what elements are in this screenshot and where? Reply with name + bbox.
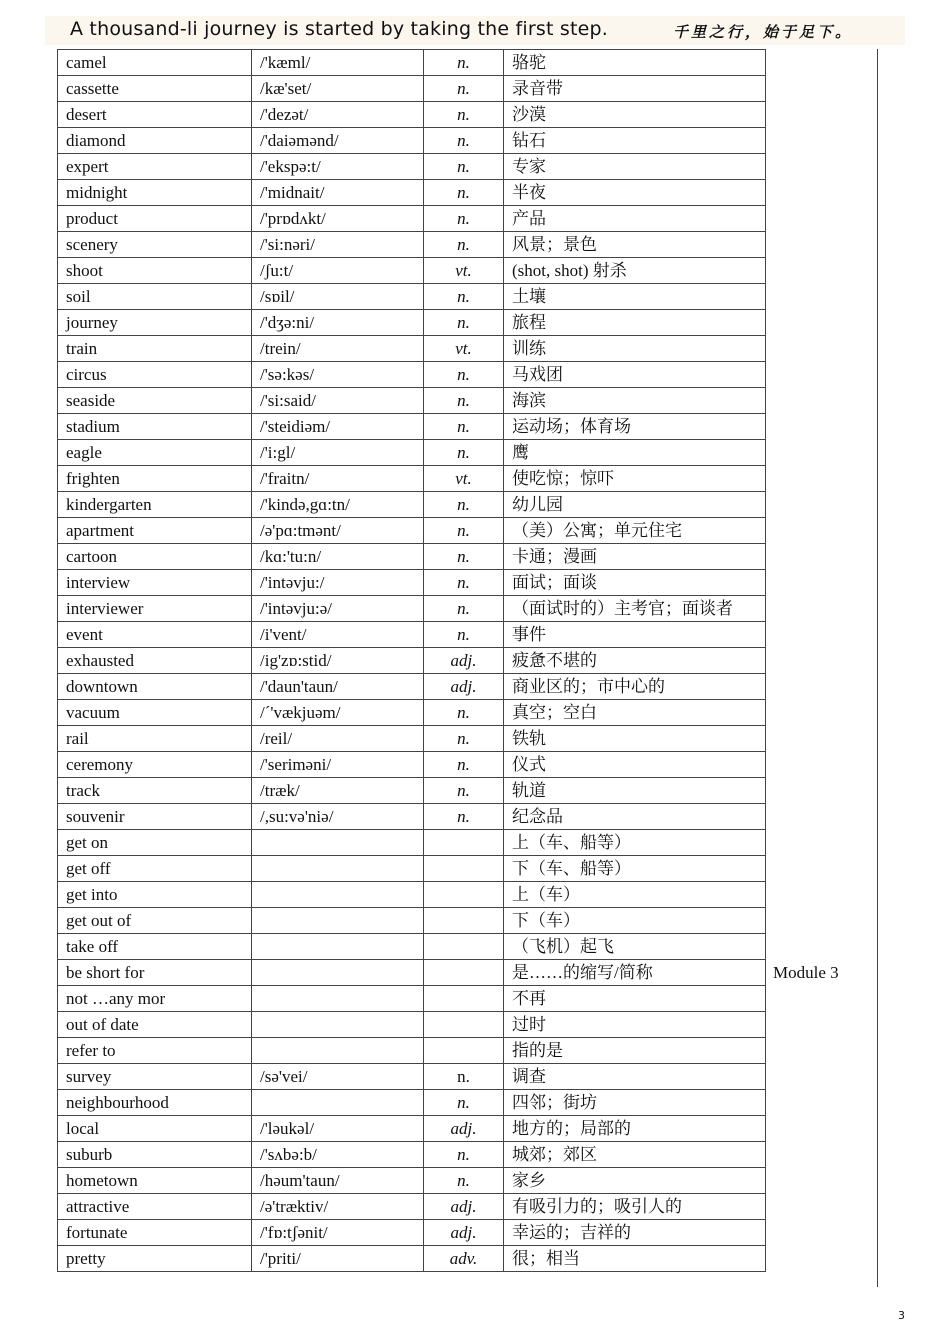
- part-of-speech-cell: n.: [424, 50, 504, 76]
- table-row: [58, 518, 766, 544]
- phonetic-cell: /'sə:kəs/: [252, 362, 424, 388]
- word-cell: frighten: [58, 466, 252, 492]
- word-cell: get on: [58, 830, 252, 856]
- table-row: [58, 466, 766, 492]
- part-of-speech-cell: [424, 986, 504, 1012]
- phonetic-cell: /'kæml/: [252, 50, 424, 76]
- meaning-cell: 半夜: [504, 180, 766, 206]
- meaning-cell: 城郊；郊区: [504, 1142, 766, 1168]
- word-cell: cartoon: [58, 544, 252, 570]
- part-of-speech-cell: n.: [424, 1090, 504, 1116]
- word-cell: suburb: [58, 1142, 252, 1168]
- phonetic-cell: [252, 934, 424, 960]
- meaning-cell: 录音带: [504, 76, 766, 102]
- phonetic-cell: /'dʒə:ni/: [252, 310, 424, 336]
- part-of-speech-cell: [424, 882, 504, 908]
- word-cell: fortunate: [58, 1220, 252, 1246]
- phonetic-cell: /'ekspə:t/: [252, 154, 424, 180]
- module-label: Module 3: [773, 963, 839, 982]
- phonetic-cell: /sə'vei/: [252, 1064, 424, 1090]
- table-row: [58, 414, 766, 440]
- part-of-speech-cell: n.: [424, 596, 504, 622]
- phonetic-cell: [252, 908, 424, 934]
- table-row: [58, 986, 766, 1012]
- meaning-cell: 产品: [504, 206, 766, 232]
- phonetic-cell: /ə'pɑ:tmənt/: [252, 518, 424, 544]
- meaning-cell: 卡通；漫画: [504, 544, 766, 570]
- meaning-cell: 幸运的；吉祥的: [504, 1220, 766, 1246]
- table-row: [58, 50, 766, 76]
- part-of-speech-cell: n.: [424, 414, 504, 440]
- meaning-cell: （飞机）起飞: [504, 934, 766, 960]
- table-row: [58, 1090, 766, 1116]
- word-cell: souvenir: [58, 804, 252, 830]
- vocabulary-table-body: [58, 50, 766, 1272]
- meaning-cell: 土壤: [504, 284, 766, 310]
- table-row: [58, 934, 766, 960]
- phonetic-cell: /'sʌbə:b/: [252, 1142, 424, 1168]
- meaning-cell: 调查: [504, 1064, 766, 1090]
- table-row: [58, 1116, 766, 1142]
- meaning-cell: 旅程: [504, 310, 766, 336]
- table-row: [58, 284, 766, 310]
- part-of-speech-cell: n.: [424, 154, 504, 180]
- phonetic-cell: /'intəvju:ə/: [252, 596, 424, 622]
- page-number: 3: [898, 1309, 905, 1322]
- part-of-speech-cell: [424, 960, 504, 986]
- table-row: [58, 1064, 766, 1090]
- table-row: [58, 336, 766, 362]
- meaning-cell: 有吸引力的；吸引人的: [504, 1194, 766, 1220]
- meaning-cell: 过时: [504, 1012, 766, 1038]
- part-of-speech-cell: n.: [424, 752, 504, 778]
- phonetic-cell: /'dezət/: [252, 102, 424, 128]
- table-row: [58, 1012, 766, 1038]
- part-of-speech-cell: n.: [424, 102, 504, 128]
- meaning-cell: 沙漠: [504, 102, 766, 128]
- phonetic-cell: [252, 882, 424, 908]
- meaning-cell: 轨道: [504, 778, 766, 804]
- meaning-cell: 铁轨: [504, 726, 766, 752]
- motto-banner: [45, 16, 905, 45]
- part-of-speech-cell: [424, 1038, 504, 1064]
- phonetic-cell: /'intəvju:/: [252, 570, 424, 596]
- word-cell: be short for: [58, 960, 252, 986]
- table-row: [58, 752, 766, 778]
- phonetic-cell: /'prɒdʌkt/: [252, 206, 424, 232]
- meaning-cell: 指的是: [504, 1038, 766, 1064]
- module-column-divider: [877, 49, 878, 1287]
- word-cell: midnight: [58, 180, 252, 206]
- table-row: [58, 1038, 766, 1064]
- meaning-cell: （美）公寓；单元住宅: [504, 518, 766, 544]
- word-cell: vacuum: [58, 700, 252, 726]
- meaning-cell: 四邻；街坊: [504, 1090, 766, 1116]
- part-of-speech-cell: n.: [424, 206, 504, 232]
- table-row: [58, 180, 766, 206]
- meaning-cell: 商业区的；市中心的: [504, 674, 766, 700]
- table-row: [58, 492, 766, 518]
- part-of-speech-cell: n.: [424, 778, 504, 804]
- phonetic-cell: [252, 960, 424, 986]
- table-row: [58, 232, 766, 258]
- part-of-speech-cell: adj.: [424, 1194, 504, 1220]
- meaning-cell: (shot, shot) 射杀: [504, 258, 766, 284]
- part-of-speech-cell: adv.: [424, 1246, 504, 1272]
- phonetic-cell: /,su:və'niə/: [252, 804, 424, 830]
- part-of-speech-cell: n.: [424, 180, 504, 206]
- meaning-cell: 钻石: [504, 128, 766, 154]
- meaning-cell: 马戏团: [504, 362, 766, 388]
- word-cell: get off: [58, 856, 252, 882]
- part-of-speech-cell: n.: [424, 1064, 504, 1090]
- phonetic-cell: /həum'taun/: [252, 1168, 424, 1194]
- word-cell: stadium: [58, 414, 252, 440]
- table-row: [58, 622, 766, 648]
- meaning-cell: 上（车、船等）: [504, 830, 766, 856]
- meaning-cell: 幼儿园: [504, 492, 766, 518]
- phonetic-cell: /'steidiəm/: [252, 414, 424, 440]
- word-cell: out of date: [58, 1012, 252, 1038]
- word-cell: apartment: [58, 518, 252, 544]
- word-cell: local: [58, 1116, 252, 1142]
- meaning-cell: 疲惫不堪的: [504, 648, 766, 674]
- word-cell: get into: [58, 882, 252, 908]
- phonetic-cell: /'fraitn/: [252, 466, 424, 492]
- word-cell: train: [58, 336, 252, 362]
- word-cell: diamond: [58, 128, 252, 154]
- table-row: [58, 570, 766, 596]
- meaning-cell: 地方的；局部的: [504, 1116, 766, 1142]
- word-cell: refer to: [58, 1038, 252, 1064]
- table-row: [58, 960, 766, 986]
- phonetic-cell: /træk/: [252, 778, 424, 804]
- meaning-cell: 事件: [504, 622, 766, 648]
- word-cell: cassette: [58, 76, 252, 102]
- word-cell: take off: [58, 934, 252, 960]
- table-row: [58, 726, 766, 752]
- table-row: [58, 1142, 766, 1168]
- word-cell: soil: [58, 284, 252, 310]
- table-row: [58, 1168, 766, 1194]
- phonetic-cell: /'midnait/: [252, 180, 424, 206]
- meaning-cell: 很；相当: [504, 1246, 766, 1272]
- part-of-speech-cell: [424, 856, 504, 882]
- word-cell: interview: [58, 570, 252, 596]
- word-cell: journey: [58, 310, 252, 336]
- word-cell: scenery: [58, 232, 252, 258]
- phonetic-cell: [252, 986, 424, 1012]
- table-row: [58, 908, 766, 934]
- phonetic-cell: [252, 856, 424, 882]
- phonetic-cell: /'si:said/: [252, 388, 424, 414]
- part-of-speech-cell: n.: [424, 1168, 504, 1194]
- part-of-speech-cell: n.: [424, 570, 504, 596]
- meaning-cell: 上（车）: [504, 882, 766, 908]
- table-row: [58, 1220, 766, 1246]
- part-of-speech-cell: n.: [424, 76, 504, 102]
- meaning-cell: 纪念品: [504, 804, 766, 830]
- phonetic-cell: /'daiəmənd/: [252, 128, 424, 154]
- meaning-cell: 运动场；体育场: [504, 414, 766, 440]
- phonetic-cell: /'ləukəl/: [252, 1116, 424, 1142]
- meaning-cell: 训练: [504, 336, 766, 362]
- table-row: [58, 440, 766, 466]
- part-of-speech-cell: n.: [424, 284, 504, 310]
- part-of-speech-cell: [424, 1012, 504, 1038]
- word-cell: interviewer: [58, 596, 252, 622]
- meaning-cell: 是……的缩写/简称: [504, 960, 766, 986]
- phonetic-cell: /ig'zɒ:stid/: [252, 648, 424, 674]
- table-row: [58, 206, 766, 232]
- meaning-cell: 家乡: [504, 1168, 766, 1194]
- meaning-cell: 风景；景色: [504, 232, 766, 258]
- table-row: [58, 388, 766, 414]
- word-cell: product: [58, 206, 252, 232]
- part-of-speech-cell: n.: [424, 622, 504, 648]
- phonetic-cell: /ʃu:t/: [252, 258, 424, 284]
- word-cell: desert: [58, 102, 252, 128]
- phonetic-cell: /'kində,gɑ:tn/: [252, 492, 424, 518]
- word-cell: circus: [58, 362, 252, 388]
- part-of-speech-cell: n.: [424, 310, 504, 336]
- phonetic-cell: /'priti/: [252, 1246, 424, 1272]
- part-of-speech-cell: n.: [424, 804, 504, 830]
- part-of-speech-cell: vt.: [424, 258, 504, 284]
- phonetic-cell: /trein/: [252, 336, 424, 362]
- table-row: [58, 700, 766, 726]
- table-row: [58, 648, 766, 674]
- phonetic-cell: [252, 1012, 424, 1038]
- vocabulary-table: [57, 49, 766, 1272]
- part-of-speech-cell: n.: [424, 362, 504, 388]
- motto-chinese: 千里之行，始于足下。: [673, 23, 854, 41]
- phonetic-cell: /'i:gl/: [252, 440, 424, 466]
- meaning-cell: 真空；空白: [504, 700, 766, 726]
- meaning-cell: 使吃惊；惊吓: [504, 466, 766, 492]
- table-row: [58, 596, 766, 622]
- table-row: [58, 76, 766, 102]
- phonetic-cell: /'seriməni/: [252, 752, 424, 778]
- table-row: [58, 856, 766, 882]
- part-of-speech-cell: vt.: [424, 336, 504, 362]
- word-cell: track: [58, 778, 252, 804]
- meaning-cell: 下（车）: [504, 908, 766, 934]
- word-cell: seaside: [58, 388, 252, 414]
- word-cell: rail: [58, 726, 252, 752]
- table-row: [58, 102, 766, 128]
- table-row: [58, 362, 766, 388]
- phonetic-cell: [252, 830, 424, 856]
- part-of-speech-cell: n.: [424, 492, 504, 518]
- phonetic-cell: /ə'træktiv/: [252, 1194, 424, 1220]
- meaning-cell: 不再: [504, 986, 766, 1012]
- word-cell: survey: [58, 1064, 252, 1090]
- phonetic-cell: /reil/: [252, 726, 424, 752]
- phonetic-cell: /ˊ'vækjuəm/: [252, 700, 424, 726]
- table-row: [58, 778, 766, 804]
- meaning-cell: （面试时的）主考官；面谈者: [504, 596, 766, 622]
- part-of-speech-cell: n.: [424, 726, 504, 752]
- word-cell: event: [58, 622, 252, 648]
- word-cell: shoot: [58, 258, 252, 284]
- part-of-speech-cell: [424, 830, 504, 856]
- word-cell: expert: [58, 154, 252, 180]
- part-of-speech-cell: adj.: [424, 1116, 504, 1142]
- phonetic-cell: /'si:nəri/: [252, 232, 424, 258]
- part-of-speech-cell: n.: [424, 388, 504, 414]
- table-row: [58, 674, 766, 700]
- part-of-speech-cell: n.: [424, 518, 504, 544]
- word-cell: neighbourhood: [58, 1090, 252, 1116]
- word-cell: exhausted: [58, 648, 252, 674]
- part-of-speech-cell: n.: [424, 1142, 504, 1168]
- meaning-cell: 仪式: [504, 752, 766, 778]
- phonetic-cell: /i'vent/: [252, 622, 424, 648]
- word-cell: camel: [58, 50, 252, 76]
- table-row: [58, 544, 766, 570]
- meaning-cell: 鹰: [504, 440, 766, 466]
- part-of-speech-cell: n.: [424, 700, 504, 726]
- part-of-speech-cell: n.: [424, 544, 504, 570]
- word-cell: get out of: [58, 908, 252, 934]
- part-of-speech-cell: adj.: [424, 674, 504, 700]
- word-cell: downtown: [58, 674, 252, 700]
- table-row: [58, 830, 766, 856]
- word-cell: eagle: [58, 440, 252, 466]
- meaning-cell: 下（车、船等）: [504, 856, 766, 882]
- phonetic-cell: /kæ'set/: [252, 76, 424, 102]
- phonetic-cell: /'fɒ:tʃənit/: [252, 1220, 424, 1246]
- phonetic-cell: [252, 1090, 424, 1116]
- part-of-speech-cell: adj.: [424, 648, 504, 674]
- phonetic-cell: [252, 1038, 424, 1064]
- word-cell: pretty: [58, 1246, 252, 1272]
- table-row: [58, 258, 766, 284]
- word-cell: hometown: [58, 1168, 252, 1194]
- table-row: [58, 154, 766, 180]
- meaning-cell: 骆驼: [504, 50, 766, 76]
- table-row: [58, 882, 766, 908]
- motto-english: A thousand-li journey is started by taking the first step.: [70, 18, 608, 40]
- part-of-speech-cell: n.: [424, 232, 504, 258]
- word-cell: kindergarten: [58, 492, 252, 518]
- phonetic-cell: /kɑ:'tu:n/: [252, 544, 424, 570]
- meaning-cell: 面试；面谈: [504, 570, 766, 596]
- word-cell: ceremony: [58, 752, 252, 778]
- table-row: [58, 1194, 766, 1220]
- word-cell: not …any mor: [58, 986, 252, 1012]
- part-of-speech-cell: n.: [424, 440, 504, 466]
- word-cell: attractive: [58, 1194, 252, 1220]
- phonetic-cell: /'daun'taun/: [252, 674, 424, 700]
- phonetic-cell: /sɒil/: [252, 284, 424, 310]
- table-row: [58, 128, 766, 154]
- meaning-cell: 专家: [504, 154, 766, 180]
- table-row: [58, 1246, 766, 1272]
- part-of-speech-cell: n.: [424, 128, 504, 154]
- part-of-speech-cell: [424, 908, 504, 934]
- table-row: [58, 310, 766, 336]
- meaning-cell: 海滨: [504, 388, 766, 414]
- part-of-speech-cell: adj.: [424, 1220, 504, 1246]
- part-of-speech-cell: vt.: [424, 466, 504, 492]
- part-of-speech-cell: [424, 934, 504, 960]
- table-row: [58, 804, 766, 830]
